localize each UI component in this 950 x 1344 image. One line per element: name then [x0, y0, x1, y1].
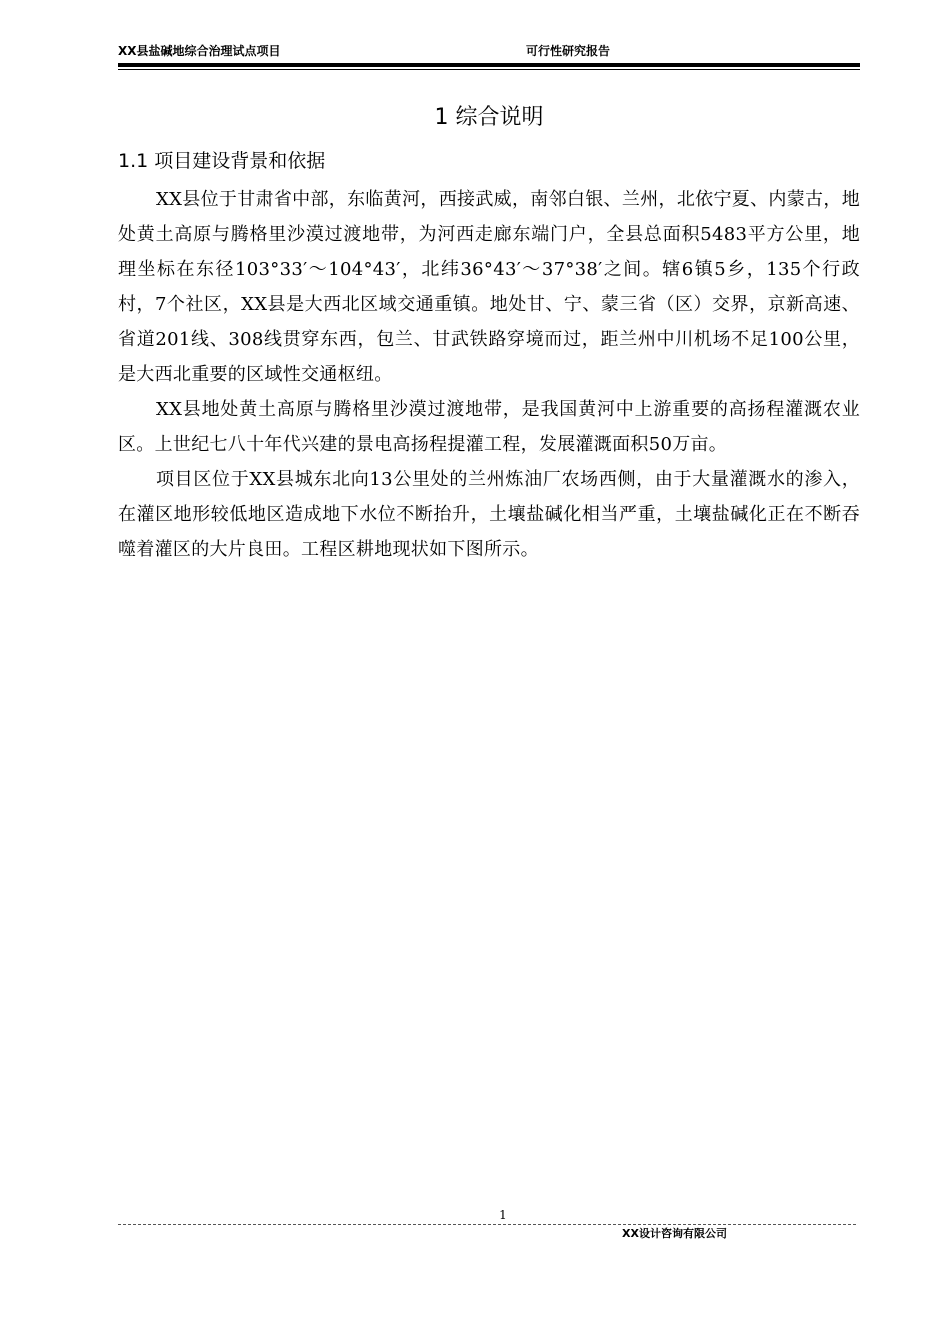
page-number: 1 — [499, 1208, 507, 1222]
footer-rule — [118, 1224, 856, 1225]
paragraph-project-area: 项目区位于XX县城东北向13公里处的兰州炼油厂农场西侧，由于大量灌溉水的渗入，在灌区地形较低地区造成地下水位不断抬升，土壤盐碱化相当严重，土壤盐碱化正在不断吞噬着灌区的大片良田。工程区耕地现状如下图所示。 — [118, 469, 860, 560]
header-report-type: 可行性研究报告 — [526, 44, 611, 58]
chapter-title: 1 综合说明 — [434, 105, 544, 130]
paragraph-irrigation: XX县地处黄土高原与腾格里沙漠过渡地带，是我国黄河中上游重要的高扬程灌溉农业区。上世纪七八十年代兴建的景电高扬程提灌工程，发展灌溉面积50万亩。 — [118, 399, 860, 455]
section-title: 1.1 项目建设背景和依据 — [118, 150, 326, 172]
header-rule-thick — [118, 63, 860, 67]
footer-company: XX设计咨询有限公司 — [622, 1227, 727, 1240]
page-header — [118, 44, 860, 58]
header-rule-thin — [118, 69, 860, 70]
body-text — [118, 182, 860, 567]
header-project-name: XX县盐碱地综合治理试点项目 — [118, 44, 281, 58]
paragraph-location: XX县位于甘肃省中部，东临黄河，西接武威，南邻白银、兰州，北依宁夏、内蒙古，地处黄土高原与腾格里沙漠过渡地带，为河西走廊东端门户，全县总面积5483平方公里，地理坐标在东径103°33′～104°43′，北纬36°43′～37°38′之间。辖6镇5乡，135个行政村，7个社区，XX县是大西北区域交通重镇。地处甘、宁、蒙三省（区）交界，京新高速、省道201线、308线贯穿东西，包兰、甘武铁路穿境而过，距兰州中川机场不足100公里，是大西北重要的区域性交通枢纽。 — [118, 189, 860, 385]
